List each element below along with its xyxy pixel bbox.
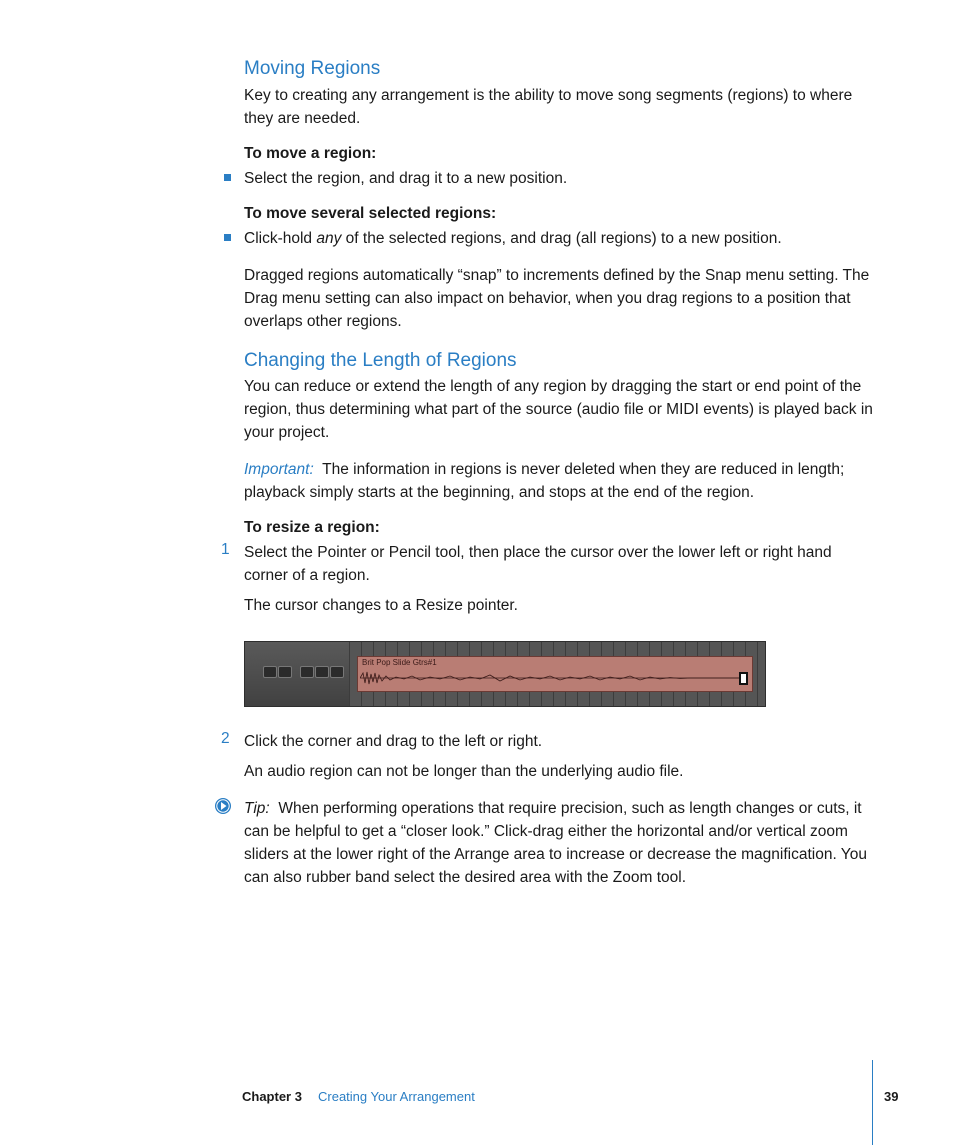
changing-length-intro: You can reduce or extend the length of any region by dragging the start or end point of the region, thus determining what part of the source (audio file or MIDI events) is played back in your project. [244, 378, 873, 441]
step-number-2: 2 [221, 730, 230, 747]
bullet-icon [224, 174, 231, 181]
step-2-text: Click the corner and drag to the left or right. [244, 733, 543, 750]
section-heading-changing-length: Changing the Length of Regions [244, 350, 517, 371]
tip-label: Tip: [244, 800, 270, 817]
step-text-post: of the selected regions, and drag (all regions) to a new position. [341, 230, 782, 247]
input-button-icon [315, 666, 329, 678]
step-text-emphasis: any [316, 230, 342, 247]
step-number-1: 1 [221, 541, 230, 558]
task-move-several-step [244, 227, 874, 250]
record-button-icon [300, 666, 314, 678]
important-text: The information in regions is never deleted when they are reduced in length; playback simply starts at the beginning, and stops at the end of the region. [244, 461, 845, 501]
footer-divider [872, 1060, 873, 1145]
track-header-controls [245, 642, 349, 707]
footer-chapter: Chapter 3 [242, 1089, 302, 1104]
task-lead-move-several: To move several selected regions: [244, 205, 497, 222]
step-1-result: The cursor changes to a Resize pointer. [244, 597, 518, 614]
track-lane [349, 642, 766, 707]
bullet-icon [224, 234, 231, 241]
step-text-pre: Click-hold [244, 230, 317, 247]
important-label: Important: [244, 461, 314, 478]
audio-region [357, 656, 753, 692]
tip-arrow-icon [214, 797, 232, 815]
region-label: Brit Pop Slide Gtrs#1 [362, 658, 437, 667]
tip-text: When performing operations that require precision, such as length changes or cuts, it can be helpful to get a “closer look.” Click-drag either the horizontal and/or vertical zoom sliders at the lower right of the Arrange area to increase or decrease the magnification. You can also rubber band select the desired area with the Zoom tool. [244, 800, 867, 886]
step-1-text: Select the Pointer or Pencil tool, then place the cursor over the lower left or right hand corner of a region. [244, 544, 832, 584]
important-note [244, 458, 874, 504]
task-lead-resize-region: To resize a region: [244, 519, 380, 536]
page-number: 39 [884, 1089, 899, 1104]
footer-chapter-title: Creating Your Arrangement [318, 1089, 475, 1104]
tip-paragraph [244, 797, 874, 889]
task-move-region-step: Select the region, and drag it to a new position. [244, 170, 568, 187]
step-2-result: An audio region can not be longer than the underlying audio file. [244, 763, 684, 780]
section-heading-moving-regions: Moving Regions [244, 58, 381, 79]
mute-button-icon [263, 666, 277, 678]
solo-button-icon [278, 666, 292, 678]
snap-paragraph: Dragged regions automatically “snap” to increments defined by the Snap menu setting. The Drag menu setting can also impact on behavior, when you drag regions to a position that overlaps other regions. [244, 267, 870, 330]
resize-pointer-icon [739, 672, 748, 685]
moving-regions-intro: Key to creating any arrangement is the ability to move song segments (regions) to where they are needed. [244, 87, 853, 127]
waveform-icon [360, 669, 740, 687]
task-lead-move-region: To move a region: [244, 145, 377, 162]
freeze-button-icon [330, 666, 344, 678]
resize-pointer-screenshot [244, 641, 766, 707]
